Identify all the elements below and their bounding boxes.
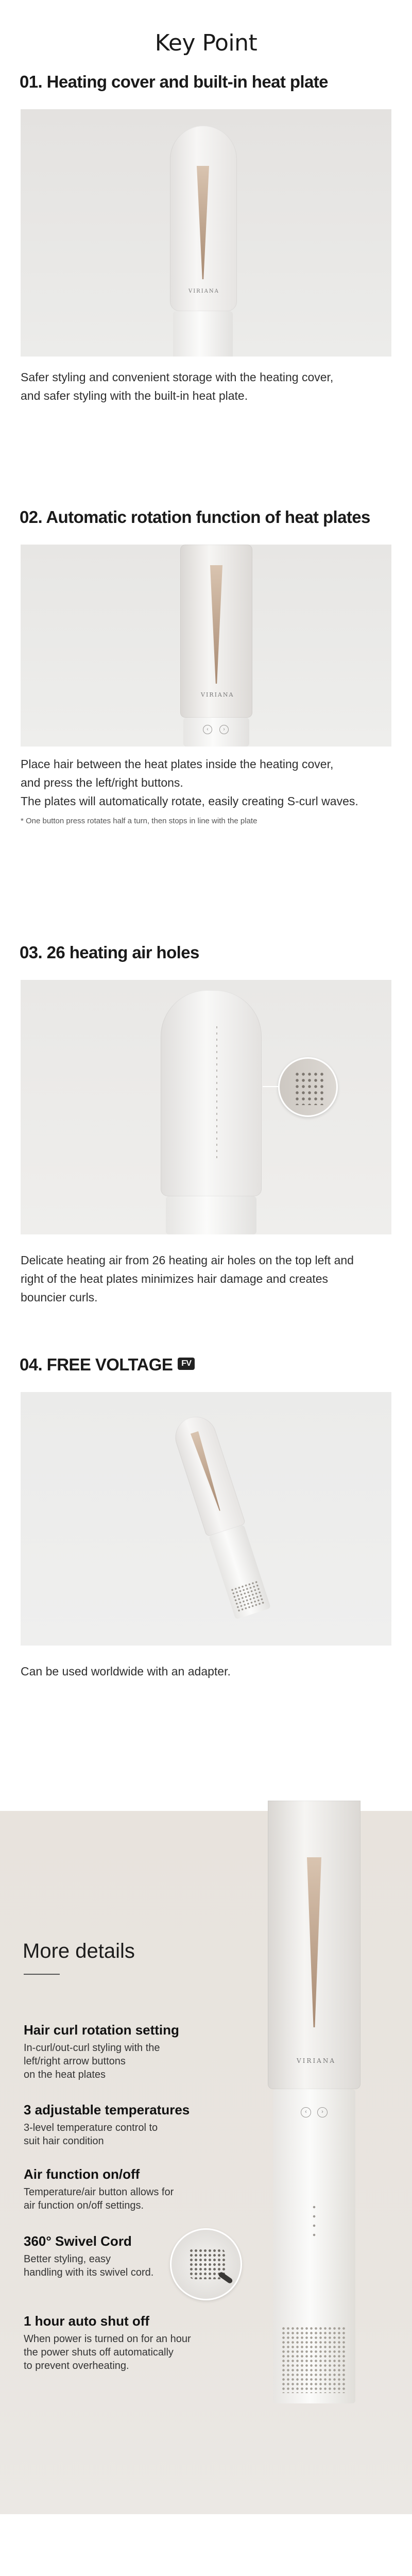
section-title [0, 1355, 412, 1375]
heating-cover-photo [21, 109, 391, 357]
section-desc-line: Safer styling and convenient storage with the heating cover, [21, 370, 334, 384]
section-01 [0, 72, 412, 405]
section-desc-line: right of the heat plates minimizes hair damage and creates [21, 1272, 329, 1285]
section-04 [0, 1355, 412, 1681]
handle-shape [183, 718, 249, 747]
feature-title: 360° Swivel Cord [24, 2233, 132, 2249]
air-holes-photo [21, 980, 391, 1234]
left-arrow-icon: ‹ [301, 2107, 311, 2117]
section-desc-line: Delicate heating air from 26 heating air holes on the top left and [21, 1253, 354, 1267]
right-arrow-icon: › [317, 2107, 328, 2117]
brand-logo: VIRIANA [188, 289, 219, 294]
feature-text: When power is turned on for an hour the power shuts off automatically to prevent overheating. [24, 2333, 191, 2371]
section-desc-line: and press the left/right buttons. [21, 776, 183, 789]
feature-rotation [24, 2022, 240, 2081]
left-arrow-icon: ‹ [203, 725, 212, 734]
feature-title: 1 hour auto shut off [24, 2313, 150, 2329]
section-desc-line: Place hair between the heat plates inside the heating cover, [21, 757, 334, 771]
air-holes-line [216, 1026, 217, 1160]
temp-indicator-lights [310, 2202, 318, 2239]
feature-temperatures [24, 2102, 240, 2148]
divider [24, 1974, 60, 1975]
tilted-device [170, 1411, 273, 1620]
section-desc-line: and safer styling with the built-in heat plate. [21, 389, 248, 402]
feature-text: Temperature/air button allows for air function on/off settings. [24, 2187, 174, 2211]
vent-grille [281, 2326, 347, 2393]
section-desc-line: Can be used worldwide with an adapter. [21, 1665, 231, 1678]
feature-text: In-curl/out-curl styling with the left/right arrow buttons on the heat plates [24, 2042, 160, 2080]
feature-air [24, 2166, 240, 2212]
rotation-photo [21, 545, 391, 747]
swivel-cord-zoom [170, 2228, 242, 2300]
section-desc-line: bouncier curls. [21, 1291, 98, 1304]
page-title: Key Point [154, 30, 258, 56]
section-title: 02. Automatic rotation function of heat plates [20, 507, 370, 527]
feature-title: 3 adjustable temperatures [24, 2102, 190, 2117]
section-title: 03. 26 heating air holes [20, 943, 199, 962]
rotation-note: * One button press rotates half a turn, then stops in line with the plate [21, 817, 258, 825]
handle-shape [166, 1196, 256, 1234]
more-details-title: More details [23, 1940, 135, 1962]
section-title: 01. Heating cover and built-in heat plate [20, 72, 328, 91]
brand-logo: VIRIANA [297, 2057, 336, 2064]
handle-shape [173, 311, 233, 357]
feature-title: Hair curl rotation setting [24, 2022, 179, 2038]
more-details-panel [0, 1811, 412, 2514]
zoom-connector [263, 1086, 279, 1087]
feature-text: Better styling, easy handling with its swivel cord. [24, 2253, 154, 2278]
feature-auto-off [24, 2313, 240, 2372]
section-02 [0, 507, 412, 825]
heating-cover-shape [161, 990, 262, 1196]
rotate-buttons [299, 2107, 330, 2119]
feature-title: Air function on/off [24, 2166, 140, 2182]
air-holes-zoom [278, 1057, 338, 1117]
free-voltage-photo [21, 1392, 391, 1646]
section-03 [0, 943, 412, 1307]
section-desc-line: The plates will automatically rotate, easily creating S-curl waves. [21, 794, 358, 808]
air-holes-grid [294, 1071, 325, 1105]
free-voltage-badge: FV [178, 1358, 195, 1370]
brand-logo: VIRIANA [201, 691, 234, 698]
feature-text: 3-level temperature control to suit hair condition [24, 2122, 158, 2147]
right-arrow-icon: › [219, 725, 229, 734]
section-title-text: 04. FREE VOLTAGE [20, 1355, 173, 1374]
